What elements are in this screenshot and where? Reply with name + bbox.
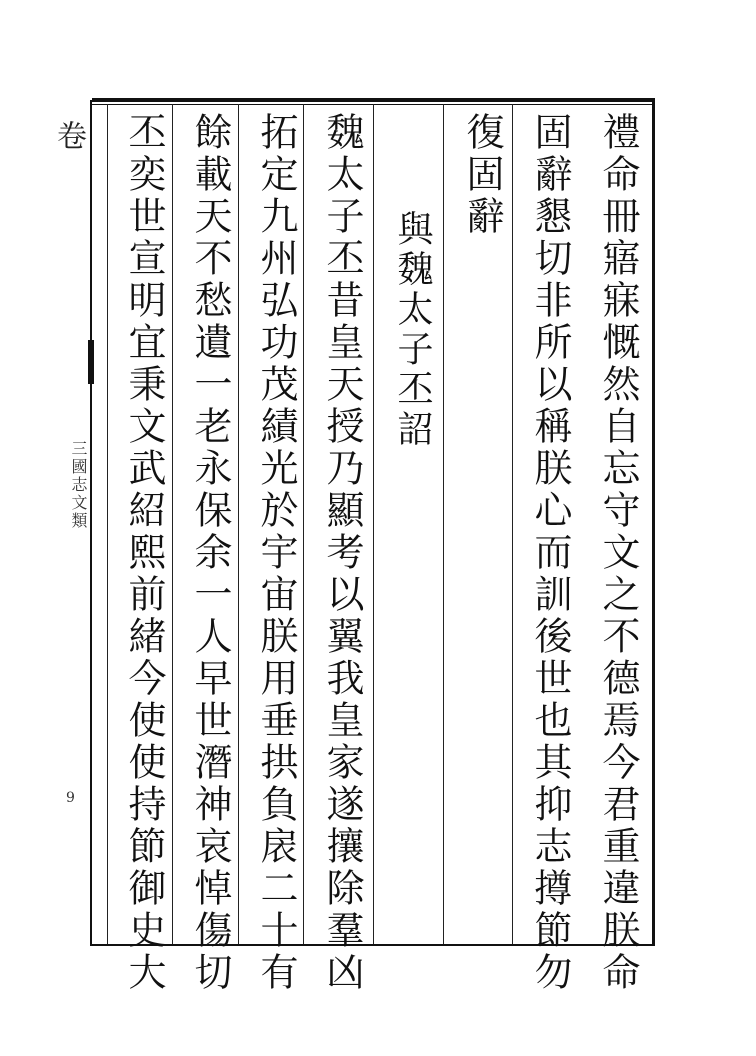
- column-divider: [512, 104, 513, 944]
- spine-page-number: 9: [66, 790, 75, 806]
- column-divider: [107, 104, 108, 944]
- text-column-3: 復固辭: [460, 112, 504, 238]
- text-column-6: 拓定九州弘功茂績光於宇宙朕用垂拱負扆二十有: [254, 112, 298, 994]
- right-border: [652, 98, 655, 946]
- section-title: 與魏太子丕詔: [392, 210, 433, 450]
- column-divider: [303, 104, 304, 944]
- column-divider: [443, 104, 444, 944]
- text-column-7: 餘載天不愁遺一老永保余一人早世潛神哀悼傷切: [188, 112, 232, 994]
- column-divider: [172, 104, 173, 944]
- column-divider: [238, 104, 239, 944]
- text-column-5: 魏太子丕昔皇天授乃顯考以翼我皇家遂攘除羣凶: [320, 112, 364, 994]
- spine-book-title: 三國志文類: [69, 440, 88, 530]
- text-column-1: 禮命冊寤寐慨然自忘守文之不德焉今君重違朕命: [596, 112, 640, 994]
- text-column-8: 丕奕世宣明宜秉文武紹熙前緒今使使持節御史大: [122, 112, 166, 994]
- spine-line: [90, 100, 92, 946]
- column-divider: [373, 104, 374, 944]
- top-border: [92, 98, 654, 102]
- fishtail-mark: [88, 340, 94, 384]
- text-column-2: 固辭懇切非所以稱朕心而訓後世也其抑志撙節勿: [528, 112, 572, 994]
- spine-fragment: 卷: [51, 120, 86, 150]
